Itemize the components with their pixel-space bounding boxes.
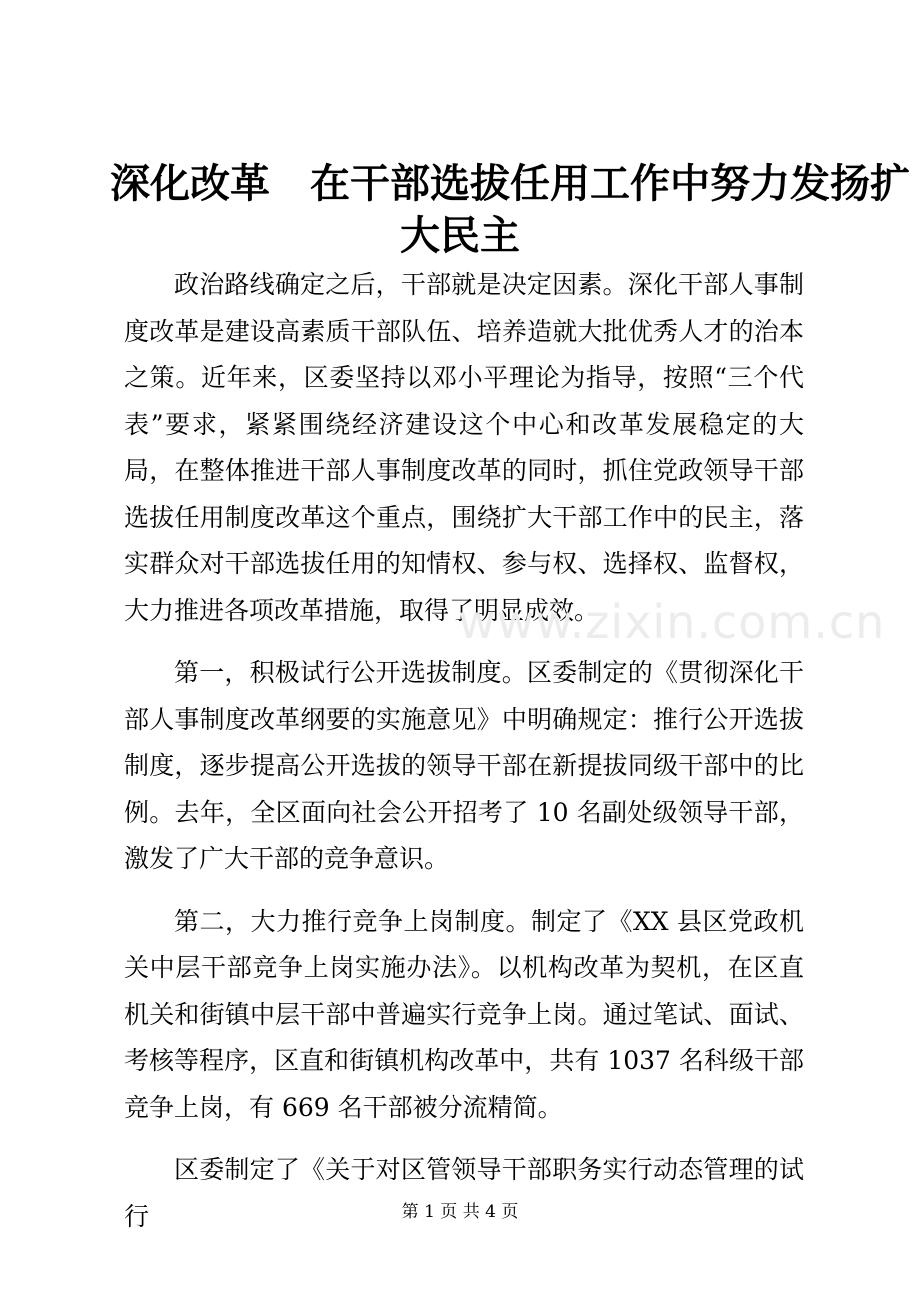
page-footer	[0, 1200, 920, 1224]
paragraph-continuation: 区委制定了《关于对区管领导干部职务实行动态管理的试行	[124, 1155, 804, 1231]
title-line-1: 深化改革 在干部选拔任用工作中努力发扬扩	[110, 160, 910, 207]
paragraph-first-point: 第一，积极试行公开选拔制度。区委制定的《贯彻深化干部人事制度改革纲要的实施意见》中明确规定：推行公开选拔制度，逐步提高公开选拔的领导干部在新提拔同级干部中的比例。去年，全区面向社会公开招考了 10 名副处级领导干部，激发了广大干部的竞争意识。	[124, 658, 804, 873]
paragraph-second-point: 第二，大力推行竞争上岗制度。制定了《XX 县区党政机关中层干部竞争上岗实施办法》。以机构改革为契机，在区直机关和街镇中层干部中普遍实行竞争上岗。通过笔试、面试、考核等程序，区直和街镇机构改革中，共有 1037 名科级干部竞争上岗，有 669 名干部被分流精简。	[124, 906, 804, 1122]
paragraph-intro: 政治路线确定之后，干部就是决定因素。深化干部人事制度改革是建设高素质干部队伍、培养造就大批优秀人才的治本之策。近年来，区委坚持以邓小平理论为指导，按照“三个代表”要求，紧紧围绕经济建设这个中心和改革发展稳定的大局，在整体推进干部人事制度改革的同时，抓住党政领导干部选拔任用制度改革这个重点，围绕扩大干部工作中的民主，落实群众对干部选拔任用的知情权、参与权、选择权、监督权，大力推进各项改革措施，取得了明显成效。	[124, 270, 804, 625]
page-number: 第 1 页 共 4 页	[401, 1202, 519, 1222]
document-body	[124, 262, 804, 1256]
watermark: www.zixin.com.cn	[458, 595, 886, 649]
document-title	[110, 158, 910, 262]
title-line-2: 大民主	[400, 212, 520, 259]
